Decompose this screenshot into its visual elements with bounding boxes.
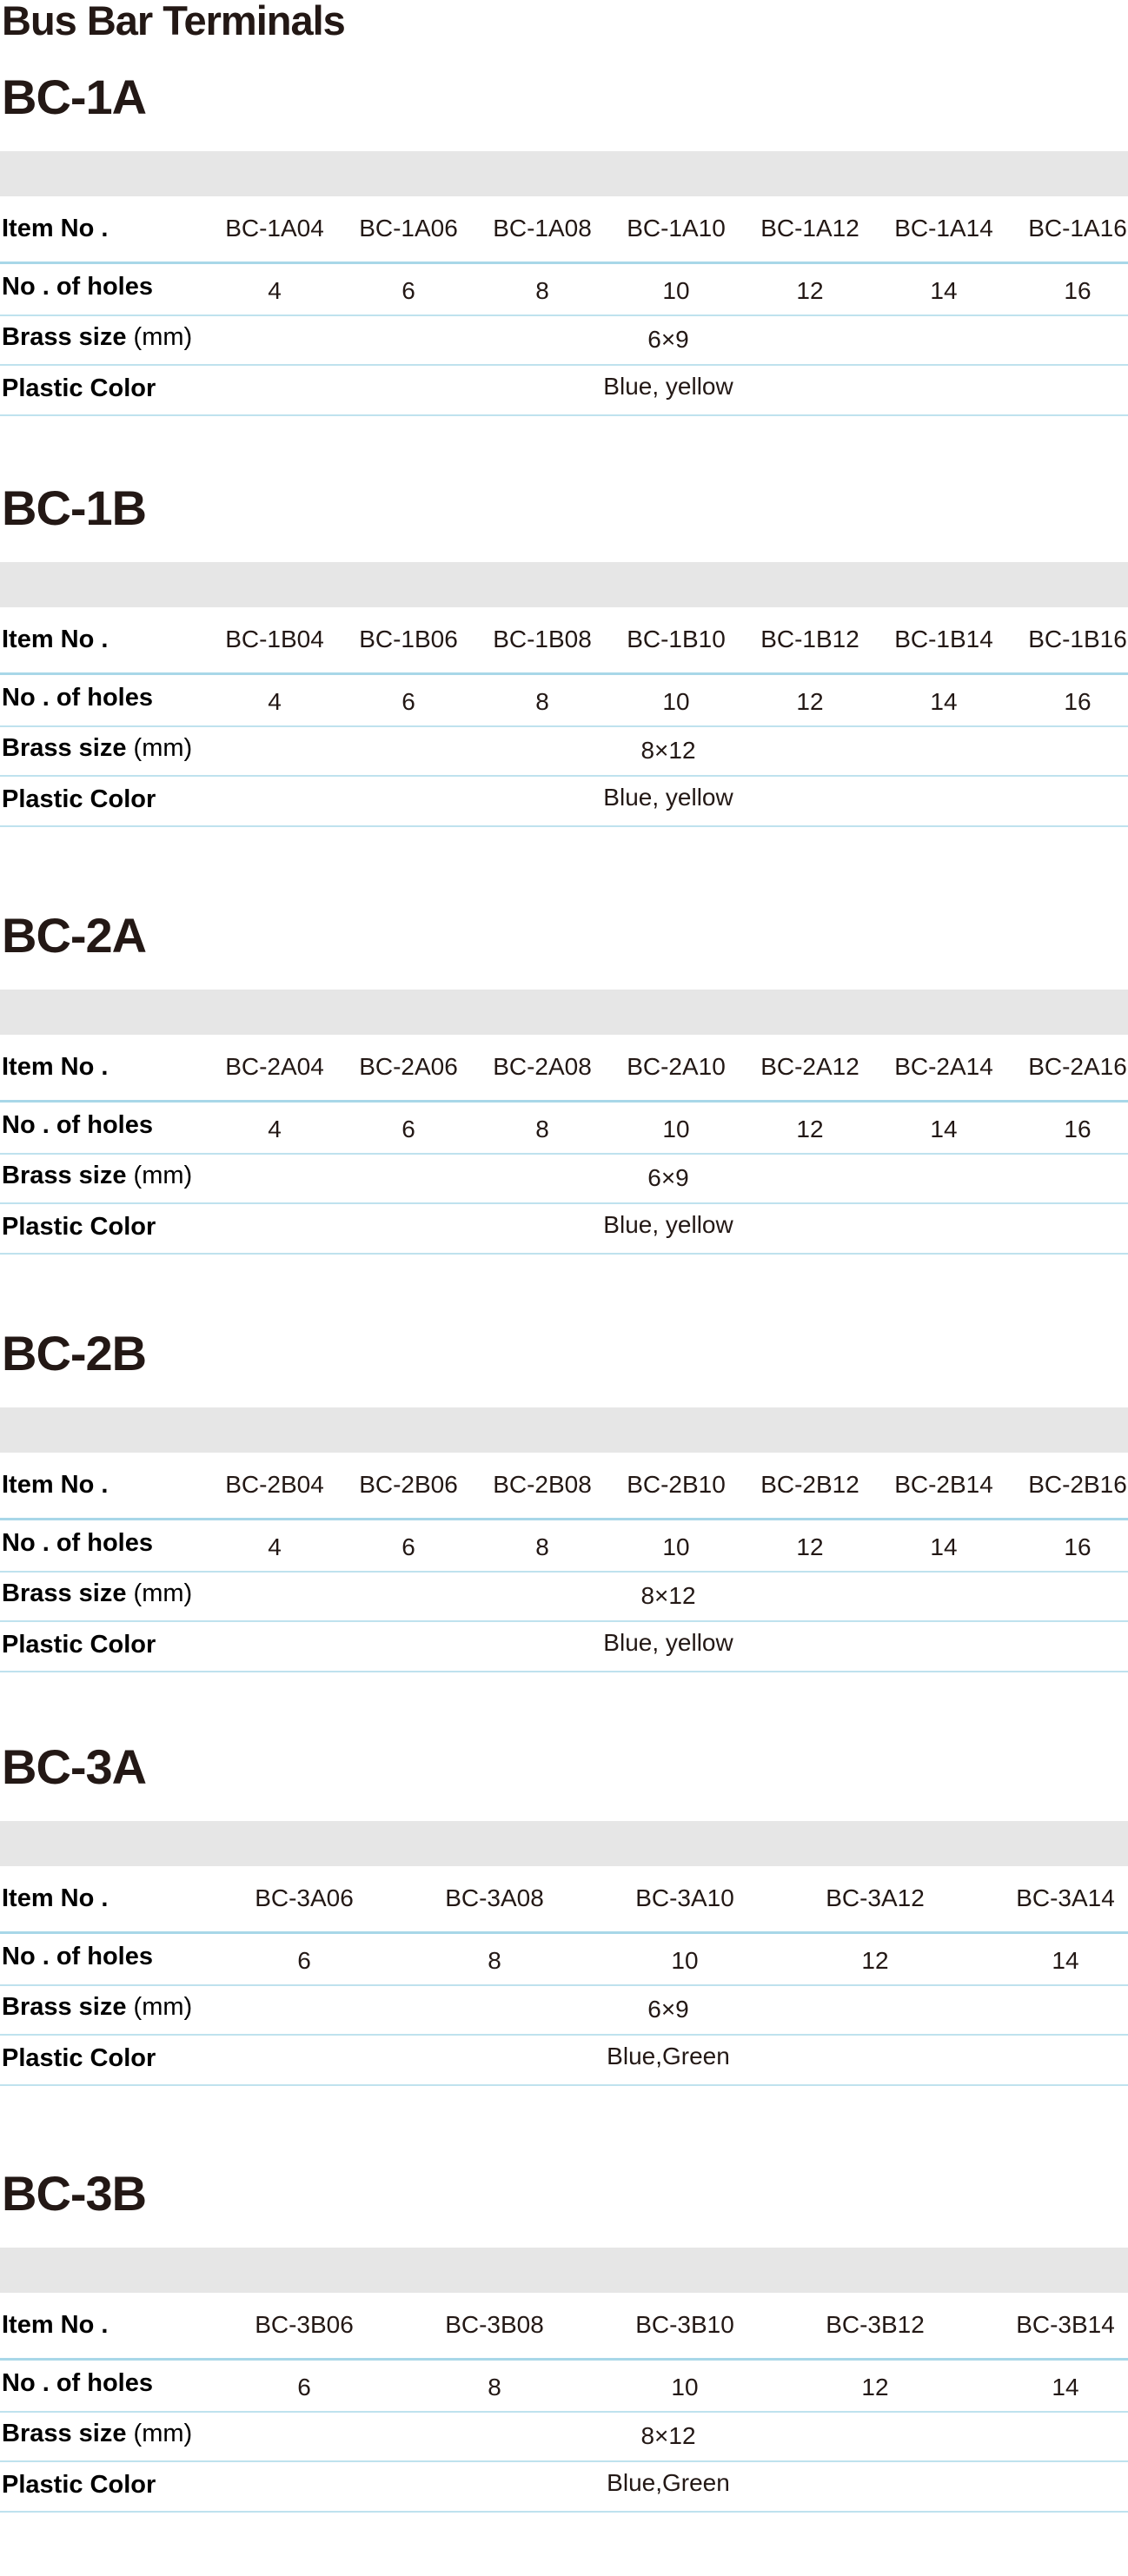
holes-cell: 8 — [535, 688, 549, 715]
holes-cell: 14 — [930, 1116, 958, 1142]
item-no-cell: BC-2A08 — [493, 1053, 592, 1080]
header-band — [0, 1821, 1128, 1866]
brass-size-unit: (mm) — [126, 1162, 193, 1189]
row-divider — [0, 2511, 1128, 2513]
plastic-color-value: Blue, yellow — [603, 373, 733, 400]
item-no-cell: BC-1B14 — [894, 626, 993, 652]
holes-label: No . of holes — [2, 273, 153, 301]
plastic-color-row — [0, 775, 1128, 825]
item-no-row — [0, 1873, 1128, 1924]
brass-size-label-text: Brass size — [2, 1579, 127, 1607]
item-no-label: Item No . — [2, 626, 109, 653]
brass-size-row — [0, 1984, 1128, 2035]
item-no-cell: BC-3A10 — [635, 1884, 734, 1911]
item-no-cell: BC-3B12 — [826, 2311, 925, 2338]
item-no-cell: BC-2B08 — [493, 1471, 592, 1498]
holes-cell: 10 — [671, 1947, 699, 1974]
brass-size-unit: (mm) — [126, 2420, 193, 2447]
brass-size-label-text: Brass size — [2, 1993, 127, 2021]
plastic-color-row — [0, 1202, 1128, 1253]
item-no-row — [0, 2300, 1128, 2350]
holes-cell: 10 — [671, 2374, 699, 2401]
section-title: BC-1A — [2, 70, 147, 124]
header-band — [0, 2248, 1128, 2293]
holes-cell: 6 — [401, 1116, 415, 1142]
plastic-color-label: Plastic Color — [2, 2044, 156, 2072]
holes-cell: 16 — [1064, 688, 1092, 715]
holes-cell: 6 — [401, 688, 415, 715]
item-no-cell: BC-3B10 — [635, 2311, 734, 2338]
holes-label: No . of holes — [2, 1943, 153, 1970]
plastic-color-value: Blue, yellow — [603, 784, 733, 811]
item-no-cell: BC-3A08 — [445, 1884, 544, 1911]
header-band — [0, 1407, 1128, 1453]
brass-size-label — [2, 2408, 192, 2459]
holes-row — [0, 2362, 1128, 2413]
brass-size-row — [0, 1153, 1128, 1203]
item-no-cell: BC-2A14 — [894, 1053, 993, 1080]
row-divider — [0, 1100, 1128, 1103]
brass-size-label-text: Brass size — [2, 323, 127, 351]
holes-cell: 14 — [930, 688, 958, 715]
header-band — [0, 562, 1128, 607]
row-divider — [0, 1253, 1128, 1255]
row-divider — [0, 414, 1128, 416]
item-no-cell: BC-2B14 — [894, 1471, 993, 1498]
holes-label: No . of holes — [2, 2369, 153, 2397]
header-band — [0, 151, 1128, 196]
item-no-cell: BC-2A10 — [627, 1053, 726, 1080]
item-no-cell: BC-2A16 — [1028, 1053, 1127, 1080]
brass-size-row — [0, 315, 1128, 365]
holes-cell: 8 — [488, 1947, 501, 1974]
item-no-cell: BC-3B08 — [445, 2311, 544, 2338]
spec-section — [0, 71, 1128, 480]
row-divider — [0, 262, 1128, 264]
section-title: BC-2B — [2, 1326, 147, 1381]
brass-size-label-text: Brass size — [2, 2420, 127, 2447]
holes-cell: 16 — [1064, 1116, 1092, 1142]
holes-cell: 12 — [796, 688, 824, 715]
plastic-color-value: Blue,Green — [607, 2043, 730, 2069]
plastic-color-value: Blue,Green — [607, 2469, 730, 2496]
brass-size-unit: (mm) — [126, 1993, 193, 2021]
row-divider — [0, 672, 1128, 675]
item-no-cell: BC-1A10 — [627, 215, 726, 242]
holes-cell: 14 — [1052, 2374, 1079, 2401]
brass-size-unit: (mm) — [126, 323, 193, 351]
plastic-color-label: Plastic Color — [2, 785, 156, 813]
holes-cell: 10 — [662, 688, 690, 715]
holes-cell: 6 — [297, 2374, 311, 2401]
row-divider — [0, 1931, 1128, 1934]
holes-cell: 4 — [268, 688, 282, 715]
holes-row — [0, 1936, 1128, 1986]
brass-size-value: 6×9 — [647, 326, 689, 353]
item-no-cell: BC-2B16 — [1028, 1471, 1127, 1498]
holes-label: No . of holes — [2, 1111, 153, 1139]
spec-section — [0, 910, 1128, 1318]
row-divider — [0, 2084, 1128, 2086]
brass-size-value: 6×9 — [647, 1164, 689, 1191]
holes-cell: 6 — [401, 277, 415, 304]
brass-size-value: 6×9 — [647, 1996, 689, 2023]
item-no-cell: BC-2B04 — [225, 1471, 324, 1498]
holes-cell: 10 — [662, 277, 690, 304]
brass-size-unit: (mm) — [126, 734, 193, 762]
section-title: BC-1B — [2, 480, 147, 535]
item-no-label: Item No . — [2, 1471, 109, 1499]
page-title: Bus Bar Terminals — [2, 0, 345, 43]
item-no-cell: BC-1B10 — [627, 626, 726, 652]
item-no-cell: BC-3B14 — [1016, 2311, 1115, 2338]
brass-size-value: 8×12 — [640, 2422, 696, 2449]
item-no-row — [0, 1042, 1128, 1092]
brass-size-label — [2, 1150, 192, 1201]
holes-cell: 4 — [268, 1533, 282, 1560]
item-no-cell: BC-3A12 — [826, 1884, 925, 1911]
item-no-cell: BC-2A12 — [760, 1053, 859, 1080]
brass-size-value: 8×12 — [640, 1582, 696, 1609]
brass-size-label — [2, 312, 192, 362]
holes-cell: 14 — [930, 277, 958, 304]
row-divider — [0, 1518, 1128, 1520]
item-no-cell: BC-3B06 — [255, 2311, 354, 2338]
item-no-cell: BC-1A16 — [1028, 215, 1127, 242]
holes-cell: 8 — [535, 277, 549, 304]
plastic-color-row — [0, 2460, 1128, 2511]
item-no-cell: BC-1A12 — [760, 215, 859, 242]
header-band — [0, 990, 1128, 1035]
holes-label: No . of holes — [2, 684, 153, 712]
plastic-color-value: Blue, yellow — [603, 1211, 733, 1238]
holes-cell: 12 — [796, 1533, 824, 1560]
holes-cell: 8 — [535, 1533, 549, 1560]
holes-cell: 16 — [1064, 1533, 1092, 1560]
holes-row — [0, 266, 1128, 316]
section-title: BC-3A — [2, 1739, 147, 1794]
spec-section — [0, 2168, 1128, 2576]
holes-cell: 10 — [662, 1533, 690, 1560]
holes-cell: 6 — [401, 1533, 415, 1560]
item-no-cell: BC-1A06 — [359, 215, 458, 242]
brass-size-label-text: Brass size — [2, 1162, 127, 1189]
holes-row — [0, 1522, 1128, 1573]
item-no-cell: BC-2A04 — [225, 1053, 324, 1080]
plastic-color-label: Plastic Color — [2, 2471, 156, 2499]
item-no-cell: BC-1B12 — [760, 626, 859, 652]
item-no-label: Item No . — [2, 1053, 109, 1081]
item-no-cell: BC-1A08 — [493, 215, 592, 242]
holes-cell: 12 — [796, 277, 824, 304]
item-no-row — [0, 1460, 1128, 1510]
holes-row — [0, 677, 1128, 727]
holes-cell: 6 — [297, 1947, 311, 1974]
item-no-row — [0, 203, 1128, 254]
plastic-color-row — [0, 364, 1128, 414]
holes-cell: 4 — [268, 277, 282, 304]
item-no-cell: BC-2B12 — [760, 1471, 859, 1498]
holes-label: No . of holes — [2, 1529, 153, 1557]
item-no-row — [0, 614, 1128, 665]
plastic-color-label: Plastic Color — [2, 374, 156, 402]
holes-cell: 16 — [1064, 277, 1092, 304]
item-no-label: Item No . — [2, 1884, 109, 1912]
holes-cell: 10 — [662, 1116, 690, 1142]
item-no-cell: BC-1B06 — [359, 626, 458, 652]
item-no-cell: BC-1B04 — [225, 626, 324, 652]
item-no-label: Item No . — [2, 2311, 109, 2339]
brass-size-label-text: Brass size — [2, 734, 127, 762]
holes-cell: 12 — [861, 1947, 889, 1974]
holes-row — [0, 1104, 1128, 1155]
brass-size-label — [2, 723, 192, 773]
brass-size-value: 8×12 — [640, 737, 696, 764]
spec-section — [0, 1741, 1128, 2149]
brass-size-row — [0, 725, 1128, 776]
brass-size-label — [2, 1982, 192, 2032]
holes-cell: 14 — [1052, 1947, 1079, 1974]
item-no-cell: BC-2A06 — [359, 1053, 458, 1080]
plastic-color-row — [0, 1620, 1128, 1671]
item-no-cell: BC-3A14 — [1016, 1884, 1115, 1911]
holes-cell: 4 — [268, 1116, 282, 1142]
item-no-cell: BC-1A14 — [894, 215, 993, 242]
plastic-color-label: Plastic Color — [2, 1213, 156, 1241]
row-divider — [0, 1671, 1128, 1672]
item-no-label: Item No . — [2, 215, 109, 242]
item-no-cell: BC-3A06 — [255, 1884, 354, 1911]
plastic-color-value: Blue, yellow — [603, 1629, 733, 1656]
item-no-cell: BC-1A04 — [225, 215, 324, 242]
holes-cell: 8 — [535, 1116, 549, 1142]
row-divider — [0, 2358, 1128, 2361]
brass-size-row — [0, 1571, 1128, 1621]
holes-cell: 12 — [796, 1116, 824, 1142]
holes-cell: 12 — [861, 2374, 889, 2401]
item-no-cell: BC-1B16 — [1028, 626, 1127, 652]
item-no-cell: BC-1B08 — [493, 626, 592, 652]
brass-size-unit: (mm) — [126, 1579, 193, 1607]
item-no-cell: BC-2B10 — [627, 1471, 726, 1498]
section-title: BC-2A — [2, 908, 147, 963]
spec-section — [0, 1328, 1128, 1736]
brass-size-label — [2, 1568, 192, 1619]
holes-cell: 14 — [930, 1533, 958, 1560]
plastic-color-row — [0, 2034, 1128, 2084]
row-divider — [0, 825, 1128, 827]
spec-section — [0, 482, 1128, 891]
section-title: BC-3B — [2, 2166, 147, 2221]
item-no-cell: BC-2B06 — [359, 1471, 458, 1498]
plastic-color-label: Plastic Color — [2, 1631, 156, 1659]
holes-cell: 8 — [488, 2374, 501, 2401]
brass-size-row — [0, 2411, 1128, 2461]
